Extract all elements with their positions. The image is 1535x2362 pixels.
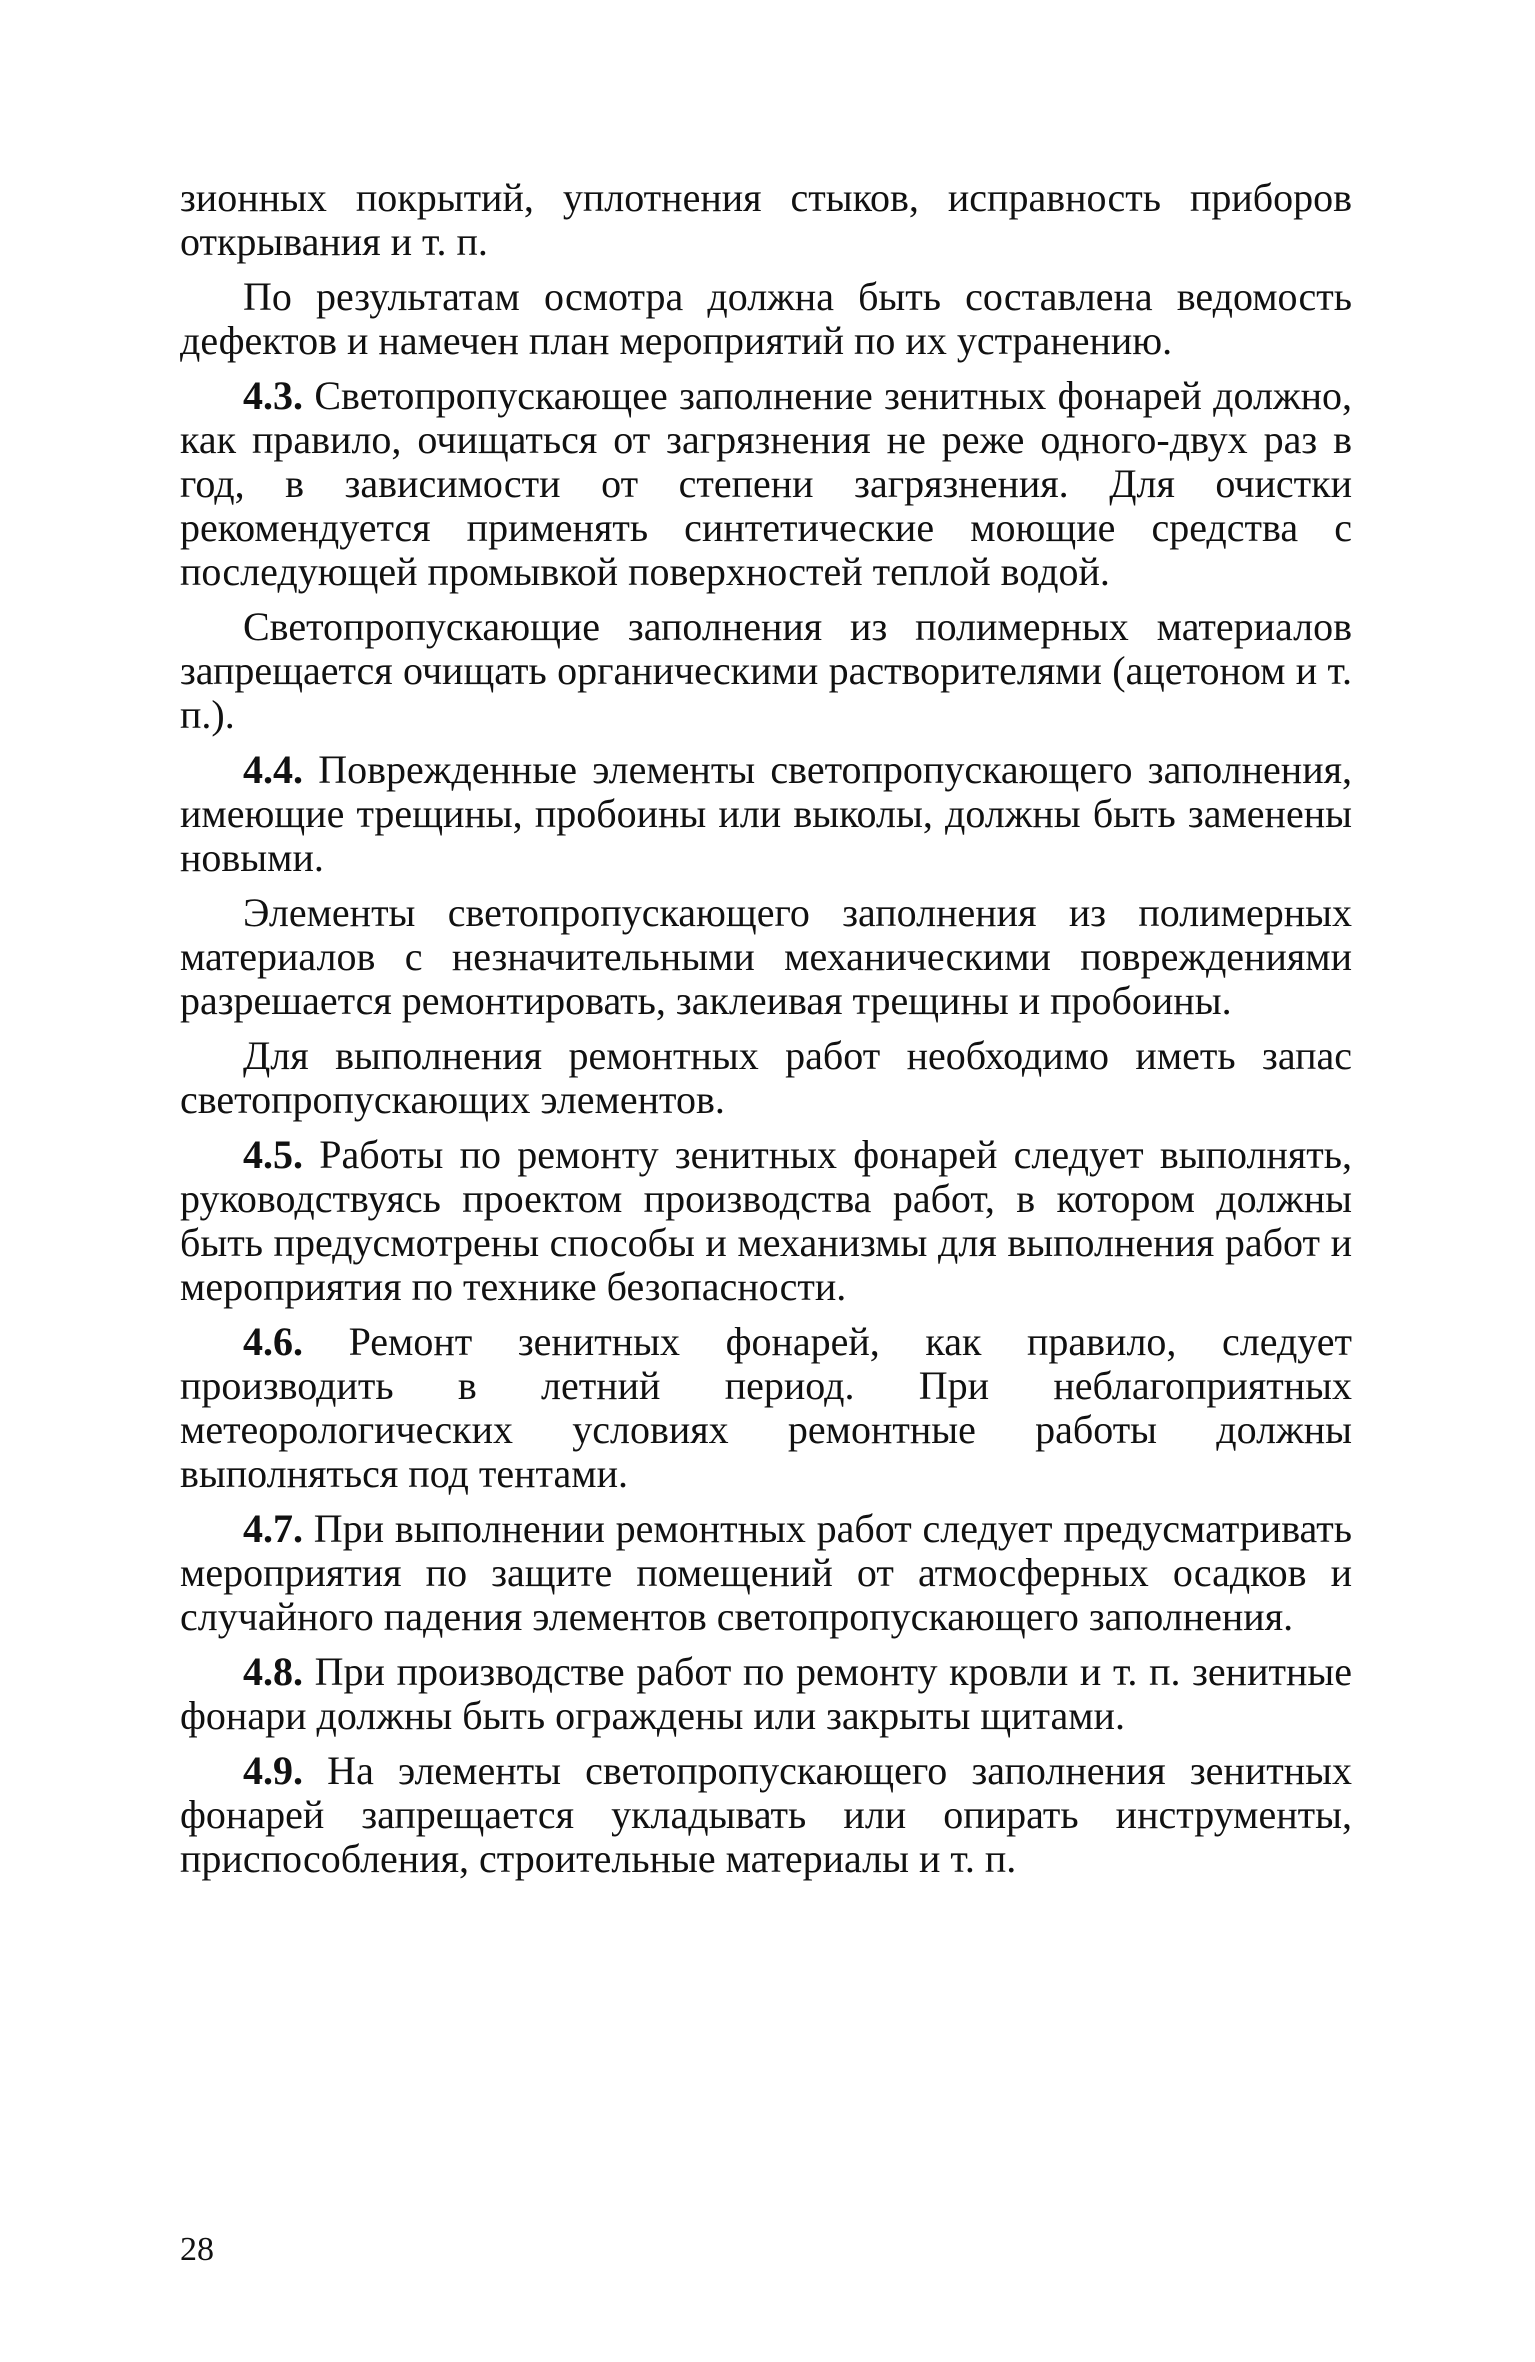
paragraph-text: На элементы светопропускающего заполнения зенитных фонарей запрещается укладывать или опирать инструменты, приспособления, строительные материалы и т. п. <box>180 1748 1352 1881</box>
paragraph-text: Поврежденные элементы светопропускающего заполнения, имеющие трещины, пробоины или выколы, должны быть заменены новыми. <box>180 747 1352 880</box>
paragraph-4-9 <box>180 1749 1352 1881</box>
paragraph-4-7 <box>180 1507 1352 1639</box>
paragraph-continuation <box>180 176 1352 264</box>
paragraph-text: Работы по ремонту зенитных фонарей следует выполнять, руководствуясь проектом производства работ, в котором должны быть предусмотрены способы и механизмы для выполнения работ и мероприятия по технике безопасности. <box>180 1132 1352 1309</box>
paragraph-polymer-repair <box>180 891 1352 1023</box>
paragraph-text: При выполнении ремонтных работ следует предусматривать мероприятия по защите помещений от атмосферных осадков и случайного падения элементов светопропускающего заполнения. <box>180 1506 1352 1639</box>
paragraph-4-8 <box>180 1650 1352 1738</box>
paragraph-4-6 <box>180 1320 1352 1496</box>
clause-number: 4.9. <box>243 1748 303 1793</box>
clause-number: 4.5. <box>243 1132 303 1177</box>
page-number: 28 <box>180 2231 214 2268</box>
paragraph-4-3 <box>180 374 1352 594</box>
paragraph-text: Ремонт зенитных фонарей, как правило, следует производить в летний период. При неблагоприятных метеорологических условиях ремонтные работы должны выполняться под тентами. <box>180 1319 1352 1496</box>
paragraph-spare-elements <box>180 1034 1352 1122</box>
paragraph-text: По результатам осмотра должна быть составлена ведомость дефектов и намечен план мероприятий по их устранению. <box>180 274 1352 363</box>
paragraph-polymer-cleaning <box>180 605 1352 737</box>
clause-number: 4.7. <box>243 1506 303 1551</box>
body-text <box>180 176 1352 1892</box>
paragraph-text: Для выполнения ремонтных работ необходимо иметь запас светопропускающих элементов. <box>180 1033 1352 1122</box>
paragraph-text: зионных покрытий, уплотнения стыков, исправность приборов открывания и т. п. <box>180 175 1352 264</box>
paragraph-4-4 <box>180 748 1352 880</box>
paragraph-text: Элементы светопропускающего заполнения из полимерных материалов с незначительными механическими повреждениями разрешается ремонтировать, заклеивая трещины и пробоины. <box>180 890 1352 1023</box>
paragraph-inspection-result <box>180 275 1352 363</box>
paragraph-text: Светопропускающее заполнение зенитных фонарей должно, как правило, очищаться от загрязнения не реже одного-двух раз в год, в зависимости от степени загрязнения. Для очистки рекомендуется применять синтетические моющие средства с последующей промывкой поверхностей теплой водой. <box>180 373 1352 594</box>
paragraph-text: Светопропускающие заполнения из полимерных материалов запрещается очищать органическими растворителями (ацетоном и т. п.). <box>180 604 1352 737</box>
clause-number: 4.4. <box>243 747 303 792</box>
clause-number: 4.6. <box>243 1319 303 1364</box>
clause-number: 4.8. <box>243 1649 303 1694</box>
clause-number: 4.3. <box>243 373 303 418</box>
paragraph-4-5 <box>180 1133 1352 1309</box>
paragraph-text: При производстве работ по ремонту кровли и т. п. зенитные фонари должны быть ограждены или закрыты щитами. <box>180 1649 1352 1738</box>
